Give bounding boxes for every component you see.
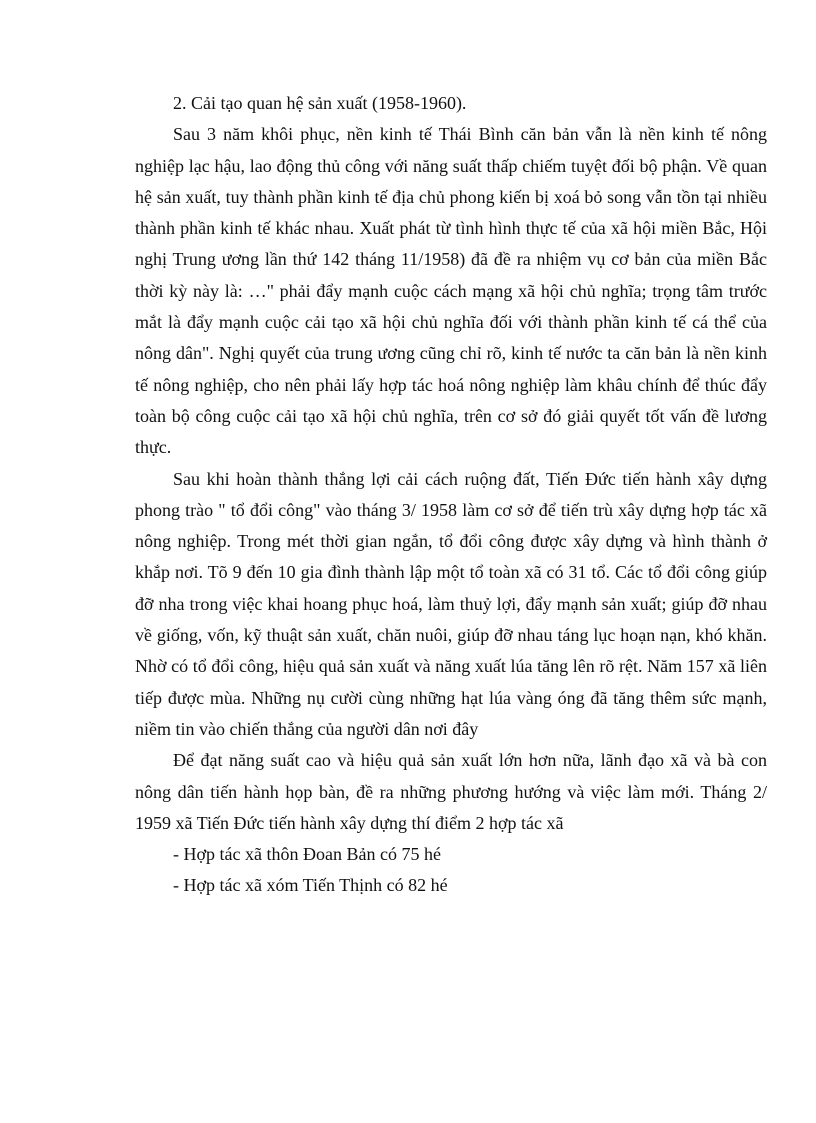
list-item-1: - Hợp tác xã thôn Đoan Bản có 75 hé [173, 844, 441, 865]
section-heading: 2. Cải tạo quan hệ sản xuất (1958-1960). [173, 93, 467, 113]
list-item-2: - Hợp tác xã xóm Tiến Thịnh có 82 hé [173, 875, 448, 896]
paragraph-1: Sau 3 năm khôi phục, nền kinh tế Thái Bình căn bản vẫn là nền kinh tế nông nghiệp lạc hậu, lao động thủ công với năng suất thấp chiếm tuyệt đối bộ phận. Về quan hệ sản xuất, tuy thành phần kinh tế địa chủ phong kiến bị xoá bỏ song vẫn tồn tại nhiều thành phần kinh tế khác nhau. Xuất phát từ tình hình thực tế của xã hội miền Bắc, Hội nghị Trung ương lần thứ 142 tháng 11/1958) đã đề ra nhiệm vụ cơ bản của miền Bắc thời kỳ này là: …" phải đẩy mạnh cuộc cách mạng xã hội chủ nghĩa; trọng tâm trước mắt là đẩy mạnh cuộc cải tạo xã hội chủ nghĩa đối với thành phần kinh tế cá thể của nông dân". Nghị quyết của trung ương cũng chỉ rõ, kinh tế nước ta căn bản là nền kinh tế nông nghiệp, cho nên phải lấy hợp tác hoá nông nghiệp làm khâu chính để thúc đẩy toàn bộ công cuộc cải tạo xã hội chủ nghĩa, trên cơ sở đó giải quyết tốt vấn đề lương thực. [135, 124, 767, 458]
document-body [135, 88, 767, 902]
paragraph-3: Để đạt năng suất cao và hiệu quả sản xuất lớn hơn nữa, lãnh đạo xã và bà con nông dân tiến hành họp bàn, đề ra những phương hướng và việc làm mới. Tháng 2/ 1959 xã Tiến Đức tiến hành xây dựng thí điểm 2 hợp tác xã [135, 750, 767, 833]
paragraph-2: Sau khi hoàn thành thắng lợi cải cách ruộng đất, Tiến Đức tiến hành xây dựng phong trào " tổ đổi công" vào tháng 3/ 1958 làm cơ sở để tiến trù xây dựng hợp tác xã nông nghiệp. Trong mét thời gian ngắn, tổ đổi công được xây dựng và hình thành ở khắp nơi. Tõ 9 đến 10 gia đình thành lập một tổ toàn xã có 31 tổ. Các tổ đổi công giúp đỡ nha trong việc khai hoang phục hoá, làm thuỷ lợi, đẩy mạnh sản xuất; giúp đỡ nhau về giống, vốn, kỹ thuật sản xuất, chăn nuôi, giúp đỡ nhau táng lục hoạn nạn, khó khăn. Nhờ có tổ đổi công, hiệu quả sản xuất và năng xuất lúa tăng lên rõ rệt. Năm 157 xã liên tiếp được mùa. Những nụ cười cùng những hạt lúa vàng óng đã tăng thêm sức mạnh, niềm tin vào chiến thắng của người dân nơi đây [135, 468, 767, 739]
